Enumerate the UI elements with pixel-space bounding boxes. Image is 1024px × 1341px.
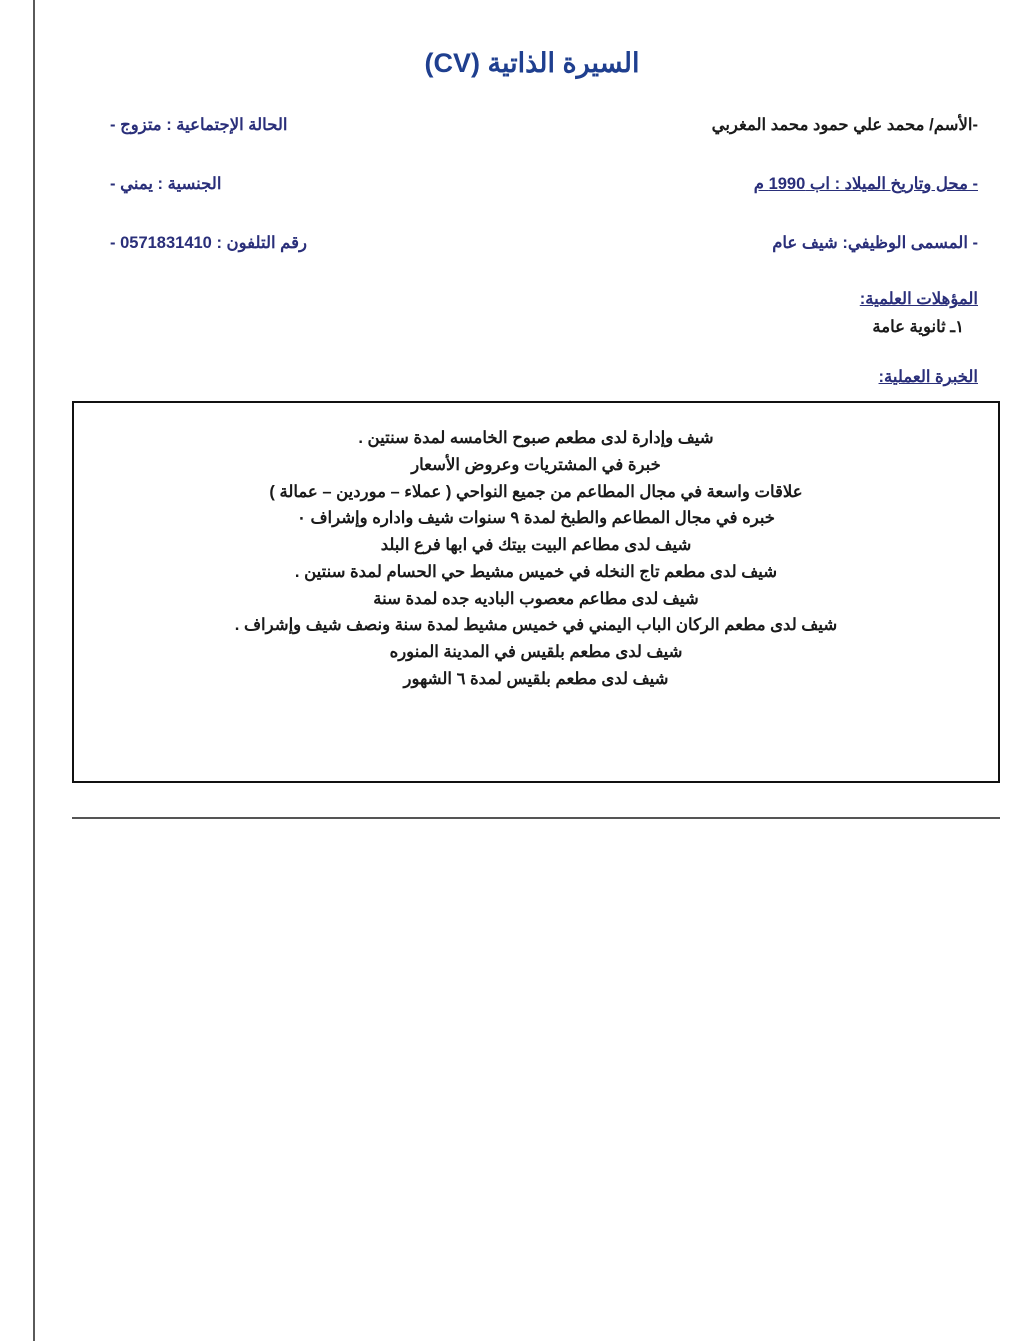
list-item: شيف لدى مطعم بلقيس في المدينة المنوره bbox=[389, 643, 683, 661]
list-item: خبرة في المشتريات وعروض الأسعار bbox=[411, 455, 661, 474]
field-dash: - bbox=[110, 116, 116, 134]
info-row bbox=[80, 172, 996, 197]
personal-info-section bbox=[40, 113, 1024, 255]
info-row-left bbox=[80, 113, 287, 138]
list-item: شيف لدى مطعم بلقيس لمدة ٦ الشهور bbox=[403, 669, 669, 688]
info-row-right bbox=[772, 231, 996, 256]
field-marital-status bbox=[110, 113, 287, 138]
info-row bbox=[80, 113, 996, 138]
info-row bbox=[80, 231, 996, 256]
list-item: علاقات واسعة في مجال المطاعم من جميع النواحي ( عملاء – موردين – عمالة ) bbox=[269, 482, 803, 501]
experience-box bbox=[72, 401, 1000, 783]
field-nationality bbox=[110, 172, 221, 197]
field-phone bbox=[110, 231, 307, 256]
field-marital-status-label: الحالة الإجتماعية : متزوج bbox=[120, 116, 288, 134]
list-item: خبره في مجال المطاعم والطبخ لمدة ٩ سنوات شيف واداره وإشراف ٠ bbox=[296, 509, 775, 528]
qualification-item: ١ـ ثانوية عامة bbox=[872, 318, 964, 337]
info-row-right bbox=[754, 172, 996, 197]
field-dash: - bbox=[110, 233, 116, 252]
list-item: شيف لدى مطعم الركان الباب اليمني في خميس مشيط لمدة سنة ونصف شيف وإشراف . bbox=[234, 616, 838, 635]
list-item: شيف لدى مطاعم معصوب الباديه جده لمدة سنة bbox=[373, 589, 699, 608]
list-item: شيف لدى مطعم تاج النخله في خميس مشيط حي الحسام لمدة سنتين . bbox=[294, 562, 778, 581]
info-row-left bbox=[80, 172, 221, 197]
page-edge-rule bbox=[33, 0, 35, 1341]
info-row-right bbox=[712, 113, 996, 138]
field-name: -الأسم/ محمد علي حمود محمد المغربي bbox=[711, 116, 978, 134]
footer-divider bbox=[72, 817, 1000, 819]
info-row-left bbox=[80, 231, 307, 256]
cv-sheet bbox=[40, 0, 1024, 1341]
experience-heading: الخبرة العملية: bbox=[878, 368, 978, 387]
page-title: السيرة الذاتية (CV) bbox=[424, 48, 640, 78]
field-birth-place-date: - محل وتاريخ الميلاد : اب 1990 م bbox=[753, 174, 978, 193]
field-phone-label: رقم التلفون : 0571831410 bbox=[120, 233, 307, 252]
list-item: شيف لدى مطاعم البيت بيتك في ابها فرع البلد bbox=[380, 536, 692, 555]
field-job-title: - المسمى الوظيفي: شيف عام bbox=[772, 233, 978, 252]
list-item: شيف وإدارة لدى مطعم صبوح الخامسه لمدة سنتين . bbox=[358, 429, 714, 448]
experience-list bbox=[100, 425, 972, 692]
field-dash: - bbox=[110, 174, 116, 193]
qualifications-heading: المؤهلات العلمية: bbox=[859, 290, 978, 309]
field-nationality-label: الجنسية : يمني bbox=[120, 174, 222, 193]
